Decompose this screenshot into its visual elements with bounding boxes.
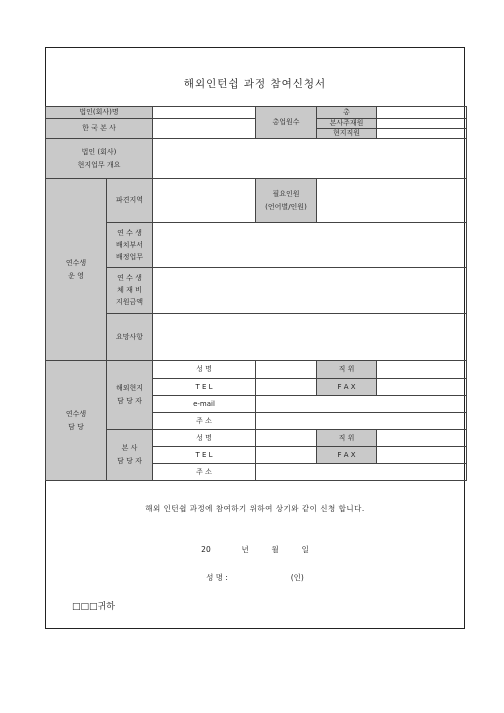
trainee-ops-line1: 연수생 [65, 258, 87, 267]
dept-line2: 배치부서 [115, 240, 144, 249]
hq-address-field[interactable] [256, 464, 467, 481]
living-cost-label [107, 268, 153, 314]
dispatch-region-field[interactable] [153, 179, 256, 223]
trainee-contact-line1: 연수생 [65, 409, 87, 418]
declaration-text: 해외 인턴쉽 과정에 참여하기 위하여 상기와 같이 신청 합니다. [145, 504, 365, 513]
overseas-line1: 해외현지 [115, 384, 144, 392]
overseas-tel-field[interactable] [256, 379, 317, 396]
hq-contact-label [107, 430, 153, 481]
date-year-prefix: 20 [201, 545, 211, 554]
requests-label: 요망사항 [107, 314, 153, 361]
total-field[interactable] [377, 107, 467, 119]
form-table [45, 106, 467, 481]
hq-address-label: 주 소 [153, 464, 256, 481]
overseas-address-label: 주 소 [153, 413, 256, 430]
overseas-fax-label: F A X [317, 379, 377, 396]
dispatch-region-label: 파견지역 [107, 179, 153, 223]
trainee-ops-section [46, 179, 107, 361]
hq-contact-line1: 본 사 [121, 444, 138, 452]
trainee-contact-line2: 담 당 [68, 422, 84, 431]
overview-label [46, 139, 153, 179]
signature-label: 성 명 : [206, 573, 228, 582]
date-day-label: 일 [301, 545, 309, 554]
overseas-line2: 담 당 자 [117, 397, 142, 405]
cost-line2: 체 재 비 [117, 286, 142, 294]
dept-assignment-field[interactable] [153, 223, 467, 268]
date-year-label: 년 [241, 545, 249, 554]
date-month-label: 월 [271, 545, 279, 554]
total-label: 총 [317, 107, 377, 119]
dept-assignment-label [107, 223, 153, 268]
cost-line1: 연 수 생 [117, 274, 142, 282]
overseas-position-label: 직 위 [317, 361, 377, 379]
hq-fax-label: F A X [317, 447, 377, 464]
company-name-label: 법인(회사)명 [46, 107, 153, 119]
hq-staff-label: 본사주재원 [317, 119, 377, 129]
hq-label: 한 국 본 사 [46, 119, 153, 139]
form-title: 해외인턴쉽 과정 참여신청서 [183, 78, 327, 90]
overview-field[interactable] [153, 139, 467, 179]
company-name-field[interactable] [153, 107, 256, 119]
recipient-line: □□□귀하 [72, 602, 115, 612]
overseas-name-field[interactable] [256, 361, 317, 379]
hq-fax-field[interactable] [377, 447, 467, 464]
overview-label-line2: 현지업무 개요 [77, 160, 121, 169]
hq-staff-field[interactable] [377, 119, 467, 129]
hq-name-field[interactable] [256, 430, 317, 447]
hq-field[interactable] [153, 119, 256, 139]
local-staff-field[interactable] [377, 129, 467, 139]
date-line [46, 544, 464, 555]
cost-line3: 지원금액 [115, 298, 144, 306]
hq-contact-line2: 담 당 자 [117, 457, 142, 465]
overseas-name-label: 성 명 [153, 361, 256, 379]
local-staff-label: 현지직원 [317, 129, 377, 139]
overseas-fax-field[interactable] [377, 379, 467, 396]
living-cost-field[interactable] [153, 268, 467, 314]
requests-field[interactable] [153, 314, 467, 361]
trainee-ops-line2: 운 영 [68, 271, 84, 280]
hq-position-label: 직 위 [317, 430, 377, 447]
dept-line1: 연 수 생 [117, 228, 142, 237]
signature-line [46, 572, 464, 583]
signature-seal: (인) [290, 573, 304, 582]
trainee-contact-section [46, 361, 107, 481]
overseas-email-label: e-mail [153, 396, 256, 413]
dept-line3: 배정업무 [115, 252, 144, 261]
overview-label-line1: 법인 (회사) [81, 147, 117, 156]
overseas-email-field[interactable] [256, 396, 467, 413]
overseas-tel-label: T E L [153, 379, 256, 396]
hq-name-label: 성 명 [153, 430, 256, 447]
overseas-address-field[interactable] [256, 413, 467, 430]
required-staff-line2: (언어별/인원) [265, 202, 307, 211]
overseas-position-field[interactable] [377, 361, 467, 379]
employees-label: 총업원수 [256, 107, 317, 139]
required-staff-field[interactable] [317, 179, 467, 223]
required-staff-line1: 필요인원 [272, 189, 300, 198]
application-form [45, 47, 465, 629]
hq-tel-label: T E L [153, 447, 256, 464]
overseas-contact-label [107, 361, 153, 430]
hq-position-field[interactable] [377, 430, 467, 447]
required-staff-label [256, 179, 317, 223]
hq-tel-field[interactable] [256, 447, 317, 464]
